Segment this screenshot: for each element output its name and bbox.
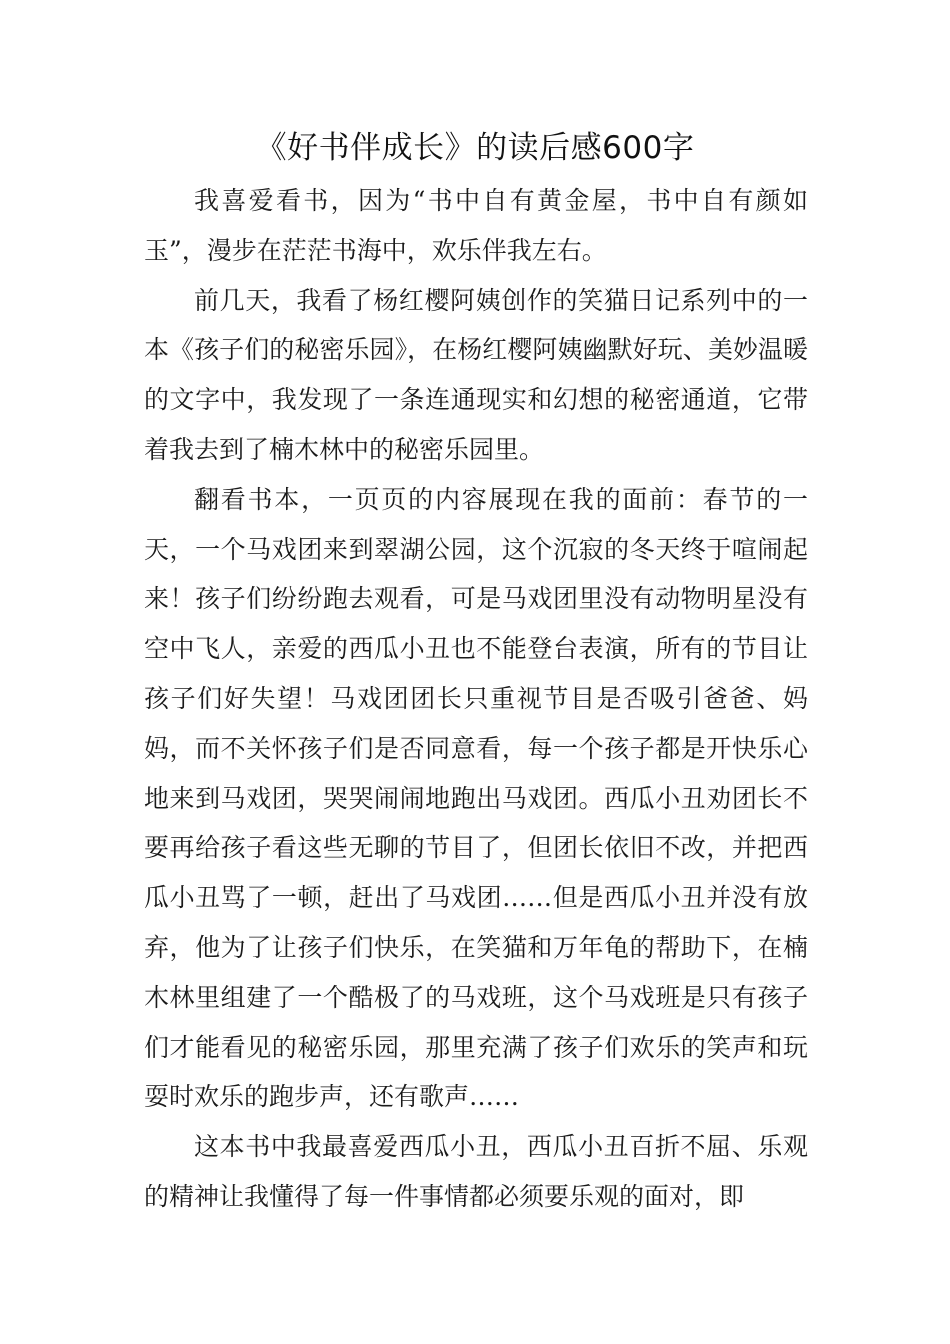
paragraph-4: 这本书中我最喜爱西瓜小丑，西瓜小丑百折不屈、乐观的精神让我懂得了每一件事情都必须要乐观的面对，即	[144, 1132, 808, 1211]
paragraph-1: 我喜爱看书，因为“书中自有黄金屋，书中自有颜如玉”，漫步在茫茫书海中，欢乐伴我左右。	[144, 186, 808, 265]
paragraph-2: 前几天，我看了杨红樱阿姨创作的笑猫日记系列中的一本《孩子们的秘密乐园》，在杨红樱阿姨幽默好玩、美妙温暖的文字中，我发现了一条连通现实和幻想的秘密通道，它带着我去到了楠木林中的秘密乐园里。	[144, 285, 808, 464]
document-body	[144, 176, 808, 1222]
paragraph-3: 翻看书本，一页页的内容展现在我的面前：春节的一天，一个马戏团来到翠湖公园，这个沉寂的冬天终于喧闹起来！孩子们纷纷跑去观看，可是马戏团里没有动物明星没有空中飞人，亲爱的西瓜小丑也不能登台表演，所有的节目让孩子们好失望！马戏团团长只重视节目是否吸引爸爸、妈妈，而不关怀孩子们是否同意看，每一个孩子都是开快乐心地来到马戏团，哭哭闹闹地跑出马戏团。西瓜小丑劝团长不要再给孩子看这些无聊的节目了，但团长依旧不改，并把西瓜小丑骂了一顿，赶出了马戏团……但是西瓜小丑并没有放弃，他为了让孩子们快乐，在笑猫和万年龟的帮助下，在楠木林里组建了一个酷极了的马戏班，这个马戏班是只有孩子们才能看见的秘密乐园，那里充满了孩子们欢乐的笑声和玩耍时欢乐的跑步声，还有歌声……	[144, 484, 808, 1112]
document-title: 《好书伴成长》的读后感600字	[255, 130, 695, 166]
